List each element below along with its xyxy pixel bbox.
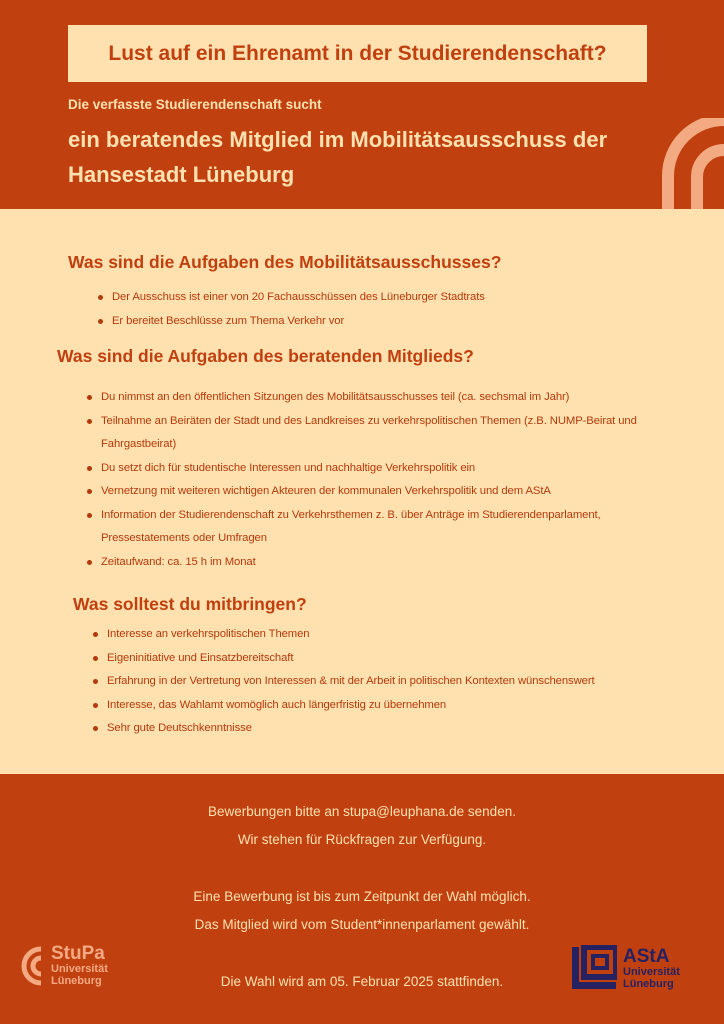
concentric-arcs-icon (655, 118, 724, 209)
footer-questions-line: Wir stehen für Rückfragen zur Verfügung. (237, 832, 487, 847)
list-item: Information der Studierendenschaft zu Verkehrsthemen z. B. über Anträge im Studierendenparlament, Pressestatements oder Umfragen (87, 504, 667, 551)
title-box (68, 25, 647, 82)
stupa-line1: Universität (51, 963, 108, 975)
stupa-arc-icon (15, 945, 45, 987)
section-heading-mitbringen: Was solltest du mitbringen? (73, 594, 307, 614)
footer-election-line: Das Mitglied wird vom Student*innenparlament gewählt. (194, 917, 530, 932)
headline: ein beratendes Mitglied im Mobilitätsausschuss der Hansestadt Lüneburg (68, 127, 608, 187)
stupa-line2: Lüneburg (51, 975, 102, 987)
footer-deadline-line: Eine Bewerbung ist bis zum Zeitpunkt der Wahl möglich. (193, 889, 531, 904)
content-area (0, 209, 724, 774)
stupa-name: StuPa (51, 943, 105, 964)
list-item: Eigeninitiative und Einsatzbereitschaft (93, 647, 693, 671)
list-item: Du setzt dich für studentische Interessen und nachhaltige Verkehrspolitik ein (87, 457, 667, 481)
footer-application-line: Bewerbungen bitte an stupa@leuphana.de senden. (208, 804, 516, 819)
list-mitbringen (93, 623, 693, 741)
list-item: Sehr gute Deutschkenntnisse (93, 717, 693, 741)
list-item: Der Ausschuss ist einer von 20 Fachausschüssen des Lüneburger Stadtrats (98, 286, 485, 310)
list-ausschuss (98, 286, 485, 333)
asta-line1: Universität (623, 965, 680, 978)
page-title: Lust auf ein Ehrenamt in der Studierendenschaft? (108, 41, 607, 65)
asta-mark-icon (571, 945, 617, 991)
footer-date-line: Die Wahl wird am 05. Februar 2025 stattfinden. (220, 974, 504, 989)
list-item: Erfahrung in der Vertretung von Interessen & mit der Arbeit in politischen Kontexten wünschenswert (93, 670, 693, 694)
list-item: Interesse an verkehrspolitischen Themen (93, 623, 693, 647)
list-item: Er bereitet Beschlüsse zum Thema Verkehr vor (98, 310, 485, 334)
subtitle: Die verfasste Studierendenschaft sucht (68, 97, 322, 112)
section-heading-mitglied: Was sind die Aufgaben des beratenden Mitglieds? (57, 346, 474, 366)
stupa-logo (15, 944, 108, 987)
list-item: Teilnahme an Beiräten der Stadt und des Landkreises zu verkehrspolitischen Themen (z.B. NUMP-Beirat und Fahrgastbeirat) (87, 410, 667, 457)
header-banner (0, 0, 724, 209)
list-item: Zeitaufwand: ca. 15 h im Monat (87, 551, 667, 575)
asta-name: AStA (623, 945, 670, 967)
asta-line2: Lüneburg (623, 977, 674, 990)
section-heading-ausschuss: Was sind die Aufgaben des Mobilitätsausschusses? (68, 252, 502, 272)
list-item: Du nimmst an den öffentlichen Sitzungen des Mobilitätsausschusses teil (ca. sechsmal im Jahr) (87, 386, 667, 410)
list-item: Interesse, das Wahlamt womöglich auch längerfristig zu übernehmen (93, 694, 693, 718)
list-mitglied (87, 386, 667, 574)
asta-logo (571, 945, 680, 991)
list-item: Vernetzung mit weiteren wichtigen Akteuren der kommunalen Verkehrspolitik und dem AStA (87, 480, 667, 504)
